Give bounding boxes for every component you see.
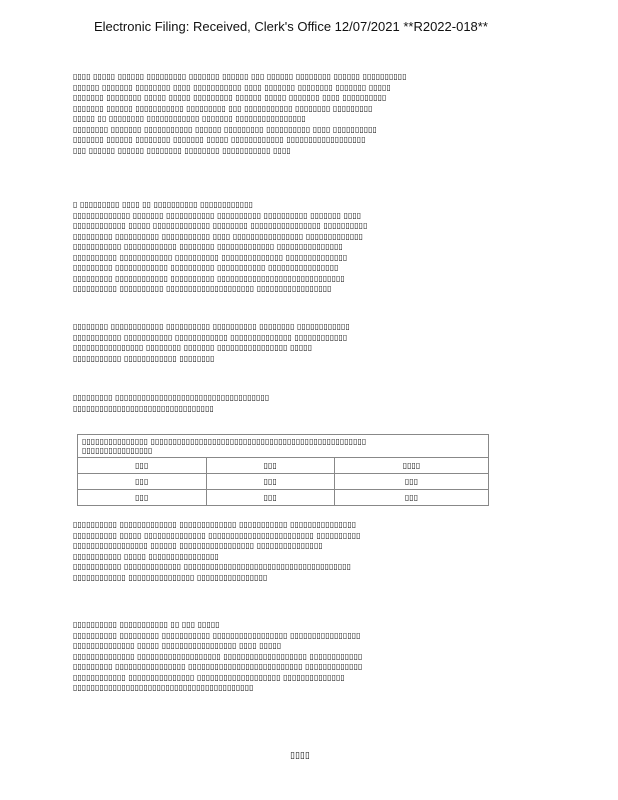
table-cell: ▯▯▯ bbox=[206, 474, 335, 490]
text-line: ▯▯▯▯▯▯▯▯▯▯▯ ▯▯▯▯▯▯▯▯▯▯▯▯ ▯▯▯▯▯▯▯▯ bbox=[73, 353, 215, 363]
text-line: ▯▯▯▯▯▯▯▯▯▯ ▯▯▯▯▯▯▯▯▯▯▯▯ ▯▯▯▯▯▯▯▯▯▯ ▯▯▯▯▯▯▯▯▯▯▯▯▯▯ ▯▯▯▯▯▯▯▯▯▯▯▯▯▯ bbox=[73, 252, 348, 262]
text-line: ▯▯▯▯▯▯▯ ▯▯▯▯▯▯ ▯▯▯▯▯▯▯▯▯▯▯ ▯▯▯▯▯▯▯▯▯ ▯▯▯ ▯▯▯▯▯▯▯▯▯▯▯ ▯▯▯▯▯▯▯▯ ▯▯▯▯▯▯▯▯▯ bbox=[73, 103, 373, 113]
text-line: ▯▯▯▯▯▯ ▯▯▯▯▯▯▯ ▯▯▯▯▯▯▯▯ ▯▯▯▯ ▯▯▯▯▯▯▯▯▯▯▯ ▯▯▯▯ ▯▯▯▯▯▯▯ ▯▯▯▯▯▯▯▯ ▯▯▯▯▯▯▯ ▯▯▯▯▯ bbox=[73, 82, 391, 92]
table-subheader-text: ▯▯▯▯▯▯▯▯▯▯▯▯▯▯▯▯ bbox=[82, 446, 153, 455]
data-table bbox=[77, 434, 489, 506]
text-line: ▯▯▯▯▯▯▯▯▯ ▯▯▯▯▯▯▯▯▯▯▯▯ ▯▯▯▯▯▯▯▯▯▯ ▯▯▯▯▯▯▯▯▯▯▯ ▯▯▯▯▯▯▯▯▯▯▯▯▯▯▯▯ bbox=[73, 263, 339, 272]
text-line: ▯▯▯▯▯▯▯▯▯ ▯▯▯▯▯▯▯▯▯▯▯▯▯▯▯▯▯▯▯▯▯▯▯▯▯▯▯▯▯▯▯▯▯▯▯ bbox=[73, 393, 270, 402]
text-line: ▯▯▯▯▯▯▯▯ ▯▯▯▯▯▯▯▯▯▯▯▯ ▯▯▯▯▯▯▯▯▯▯ ▯▯▯▯▯▯▯▯▯▯ ▯▯▯▯▯▯▯▯ ▯▯▯▯▯▯▯▯▯▯▯▯ bbox=[73, 322, 350, 331]
text-line: ▯▯▯▯▯▯▯ ▯▯▯▯▯▯ ▯▯▯▯▯▯▯▯ ▯▯▯▯▯▯▯ ▯▯▯▯▯ ▯▯▯▯▯▯▯▯▯▯▯▯ ▯▯▯▯▯▯▯▯▯▯▯▯▯▯▯▯▯▯ bbox=[73, 135, 366, 144]
text-line: ▯▯▯▯▯▯▯▯▯▯▯▯ ▯▯▯▯▯ ▯▯▯▯▯▯▯▯▯▯▯▯▯ ▯▯▯▯▯▯▯▯ ▯▯▯▯▯▯▯▯▯▯▯▯▯▯▯▯ ▯▯▯▯▯▯▯▯▯▯ bbox=[73, 221, 368, 230]
text-line: ▯▯▯▯▯▯▯▯▯▯ ▯▯▯▯▯▯▯▯▯▯▯▯▯ ▯▯▯▯▯▯▯▯▯▯▯▯▯ ▯▯▯▯▯▯▯▯▯▯▯ ▯▯▯▯▯▯▯▯▯▯▯▯▯▯▯ bbox=[73, 520, 357, 529]
text-line: ▯▯▯▯▯▯▯▯▯▯▯▯ ▯▯▯▯▯▯▯▯▯▯▯▯▯▯▯ ▯▯▯▯▯▯▯▯▯▯▯▯▯▯▯▯ bbox=[73, 572, 268, 582]
text-line: ▯▯▯▯▯ ▯▯ ▯▯▯▯▯▯▯▯ ▯▯▯▯▯▯▯▯▯▯▯▯ ▯▯▯▯▯▯▯ ▯▯▯▯▯▯▯▯▯▯▯▯▯▯▯▯ bbox=[73, 114, 306, 123]
table-cell: ▯▯▯ bbox=[335, 474, 489, 490]
table-cell: ▯▯▯▯ bbox=[335, 458, 489, 474]
text-line: ▯▯▯▯▯▯▯▯▯▯▯▯▯▯▯▯▯▯▯▯▯▯▯▯▯▯▯▯▯▯▯▯ bbox=[73, 403, 214, 413]
paragraph-5 bbox=[73, 520, 618, 583]
text-line: ▯▯▯▯▯▯▯▯▯▯ ▯▯▯▯▯▯▯▯▯▯▯ ▯▯ ▯▯▯ ▯▯▯▯▯ bbox=[73, 620, 220, 629]
paragraph-3 bbox=[73, 322, 618, 364]
text-line: ▯▯▯▯▯▯▯▯▯▯▯ ▯▯▯▯▯▯▯▯▯▯▯▯ ▯▯▯▯▯▯▯▯ ▯▯▯▯▯▯▯▯▯▯▯▯▯ ▯▯▯▯▯▯▯▯▯▯▯▯▯▯▯ bbox=[73, 242, 343, 251]
text-line: ▯▯▯▯▯▯▯▯▯▯▯▯▯▯ ▯▯▯▯▯ ▯▯▯▯▯▯▯▯▯▯▯▯▯▯▯▯▯ ▯▯▯▯ ▯▯▯▯▯ bbox=[73, 641, 282, 650]
table-cell: ▯▯▯ bbox=[78, 474, 207, 490]
text-line: ▯▯▯▯▯▯▯▯▯▯▯▯▯▯▯▯▯▯▯▯▯▯▯▯▯▯▯▯▯▯▯▯▯▯▯▯▯▯▯▯▯ bbox=[73, 683, 254, 692]
table-header-cell bbox=[78, 435, 489, 458]
table-row bbox=[78, 474, 489, 490]
text-line: ▯▯▯▯▯▯▯▯▯▯▯▯▯▯▯▯ ▯▯▯▯▯▯▯▯ ▯▯▯▯▯▯▯ ▯▯▯▯▯▯▯▯▯▯▯▯▯▯▯▯ ▯▯▯▯▯ bbox=[73, 343, 313, 352]
table-header-row bbox=[78, 435, 489, 458]
table-cell: ▯▯▯ bbox=[335, 490, 489, 506]
table-row bbox=[78, 490, 489, 506]
text-line: ▯▯▯▯▯▯▯▯▯▯ ▯▯▯▯▯▯▯▯▯▯ ▯▯▯▯▯▯▯▯▯▯▯▯▯▯▯▯▯▯▯▯ ▯▯▯▯▯▯▯▯▯▯▯▯▯▯▯▯▯ bbox=[73, 284, 332, 293]
table-header-text: ▯▯▯▯▯▯▯▯▯▯▯▯▯▯▯ ▯▯▯▯▯▯▯▯▯▯▯▯▯▯▯▯▯▯▯▯▯▯▯▯▯▯▯▯▯▯▯▯▯▯▯▯▯▯▯▯▯▯▯▯▯▯▯▯▯ bbox=[82, 437, 367, 446]
text-line: ▯▯▯▯▯▯▯▯ ▯▯▯▯▯▯▯ ▯▯▯▯▯▯▯▯▯▯▯ ▯▯▯▯▯▯ ▯▯▯▯▯▯▯▯▯ ▯▯▯▯▯▯▯▯▯▯ ▯▯▯▯ ▯▯▯▯▯▯▯▯▯▯ bbox=[73, 124, 377, 134]
table-cell: ▯▯▯ bbox=[78, 458, 207, 474]
paragraph-4 bbox=[73, 393, 618, 414]
table-row bbox=[78, 458, 489, 474]
text-line: ▯ ▯▯▯▯▯▯▯▯▯ ▯▯▯▯ ▯▯ ▯▯▯▯▯▯▯▯▯▯ ▯▯▯▯▯▯▯▯▯▯▯▯ bbox=[73, 200, 254, 209]
table-cell: ▯▯▯ bbox=[206, 458, 335, 474]
text-line: ▯▯▯▯▯▯▯▯▯▯▯▯ ▯▯▯▯▯▯▯▯▯▯▯▯▯▯▯ ▯▯▯▯▯▯▯▯▯▯▯▯▯▯▯▯▯▯▯ ▯▯▯▯▯▯▯▯▯▯▯▯▯▯ bbox=[73, 672, 345, 682]
table-cell: ▯▯▯ bbox=[78, 490, 207, 506]
text-line: ▯▯▯▯▯▯▯▯▯ ▯▯▯▯▯▯▯▯▯▯▯▯▯▯▯▯ ▯▯▯▯▯▯▯▯▯▯▯▯▯▯▯▯▯▯▯▯▯▯▯▯▯▯ ▯▯▯▯▯▯▯▯▯▯▯▯▯ bbox=[73, 662, 363, 671]
paragraph-6 bbox=[73, 620, 618, 694]
filing-header: Electronic Filing: Received, Clerk's Office 12/07/2021 **R2022-018** bbox=[94, 19, 488, 34]
text-line: ▯▯▯▯▯▯▯▯▯▯▯ ▯▯▯▯▯▯▯▯▯▯▯▯▯ ▯▯▯▯▯▯▯▯▯▯▯▯▯▯▯▯▯▯▯▯▯▯▯▯▯▯▯▯▯▯▯▯▯▯▯▯▯▯ bbox=[73, 562, 352, 571]
text-line: ▯▯▯ ▯▯▯▯▯▯ ▯▯▯▯▯▯ ▯▯▯▯▯▯▯▯ ▯▯▯▯▯▯▯▯ ▯▯▯▯▯▯▯▯▯▯▯ ▯▯▯▯ bbox=[73, 145, 291, 155]
table-cell: ▯▯▯ bbox=[206, 490, 335, 506]
text-line: ▯▯▯▯▯▯▯▯▯▯▯▯▯▯ ▯▯▯▯▯▯▯▯▯▯▯▯▯▯▯▯▯▯▯ ▯▯▯▯▯▯▯▯▯▯▯▯▯▯▯▯▯▯▯ ▯▯▯▯▯▯▯▯▯▯▯▯ bbox=[73, 651, 363, 661]
text-line: ▯▯▯▯▯▯▯ ▯▯▯▯▯▯▯▯ ▯▯▯▯▯ ▯▯▯▯▯ ▯▯▯▯▯▯▯▯▯ ▯▯▯▯▯▯ ▯▯▯▯▯ ▯▯▯▯▯▯▯ ▯▯▯▯ ▯▯▯▯▯▯▯▯▯▯ bbox=[73, 93, 387, 102]
text-line: ▯▯▯▯ ▯▯▯▯▯ ▯▯▯▯▯▯ ▯▯▯▯▯▯▯▯▯ ▯▯▯▯▯▯▯ ▯▯▯▯▯▯ ▯▯▯ ▯▯▯▯▯▯ ▯▯▯▯▯▯▯▯ ▯▯▯▯▯▯ ▯▯▯▯▯▯▯▯▯▯ bbox=[73, 72, 407, 81]
text-line: ▯▯▯▯▯▯▯▯▯▯▯▯▯▯▯▯▯ ▯▯▯▯▯▯ ▯▯▯▯▯▯▯▯▯▯▯▯▯▯▯▯▯ ▯▯▯▯▯▯▯▯▯▯▯▯▯▯▯ bbox=[73, 541, 323, 550]
paragraph-2 bbox=[73, 200, 618, 295]
paragraph-1 bbox=[73, 72, 618, 156]
text-line: ▯▯▯▯▯▯▯▯▯▯▯ ▯▯▯▯▯ ▯▯▯▯▯▯▯▯▯▯▯▯▯▯▯▯ bbox=[73, 551, 219, 561]
text-line: ▯▯▯▯▯▯▯▯▯▯ ▯▯▯▯▯▯▯▯▯ ▯▯▯▯▯▯▯▯▯▯▯ ▯▯▯▯▯▯▯▯▯▯▯▯▯▯▯▯▯ ▯▯▯▯▯▯▯▯▯▯▯▯▯▯▯▯ bbox=[73, 630, 361, 640]
text-line: ▯▯▯▯▯▯▯▯▯ ▯▯▯▯▯▯▯▯▯▯ ▯▯▯▯▯▯▯▯▯▯▯ ▯▯▯▯ ▯▯▯▯▯▯▯▯▯▯▯▯▯▯▯▯ ▯▯▯▯▯▯▯▯▯▯▯▯▯ bbox=[73, 231, 364, 241]
page-number: ▯▯▯▯ bbox=[290, 751, 310, 761]
text-line: ▯▯▯▯▯▯▯▯▯▯ ▯▯▯▯▯ ▯▯▯▯▯▯▯▯▯▯▯▯▯▯ ▯▯▯▯▯▯▯▯▯▯▯▯▯▯▯▯▯▯▯▯▯▯▯▯ ▯▯▯▯▯▯▯▯▯▯ bbox=[73, 530, 361, 540]
text-line: ▯▯▯▯▯▯▯▯▯▯▯ ▯▯▯▯▯▯▯▯▯▯▯ ▯▯▯▯▯▯▯▯▯▯▯▯ ▯▯▯▯▯▯▯▯▯▯▯▯▯▯ ▯▯▯▯▯▯▯▯▯▯▯▯ bbox=[73, 332, 348, 342]
text-line: ▯▯▯▯▯▯▯▯▯ ▯▯▯▯▯▯▯▯▯▯▯▯ ▯▯▯▯▯▯▯▯▯▯ ▯▯▯▯▯▯▯▯▯▯▯▯▯▯▯▯▯▯▯▯▯▯▯▯▯▯▯▯▯ bbox=[73, 273, 345, 283]
text-line: ▯▯▯▯▯▯▯▯▯▯▯▯▯ ▯▯▯▯▯▯▯ ▯▯▯▯▯▯▯▯▯▯▯ ▯▯▯▯▯▯▯▯▯▯ ▯▯▯▯▯▯▯▯▯▯ ▯▯▯▯▯▯▯ ▯▯▯▯ bbox=[73, 210, 362, 220]
